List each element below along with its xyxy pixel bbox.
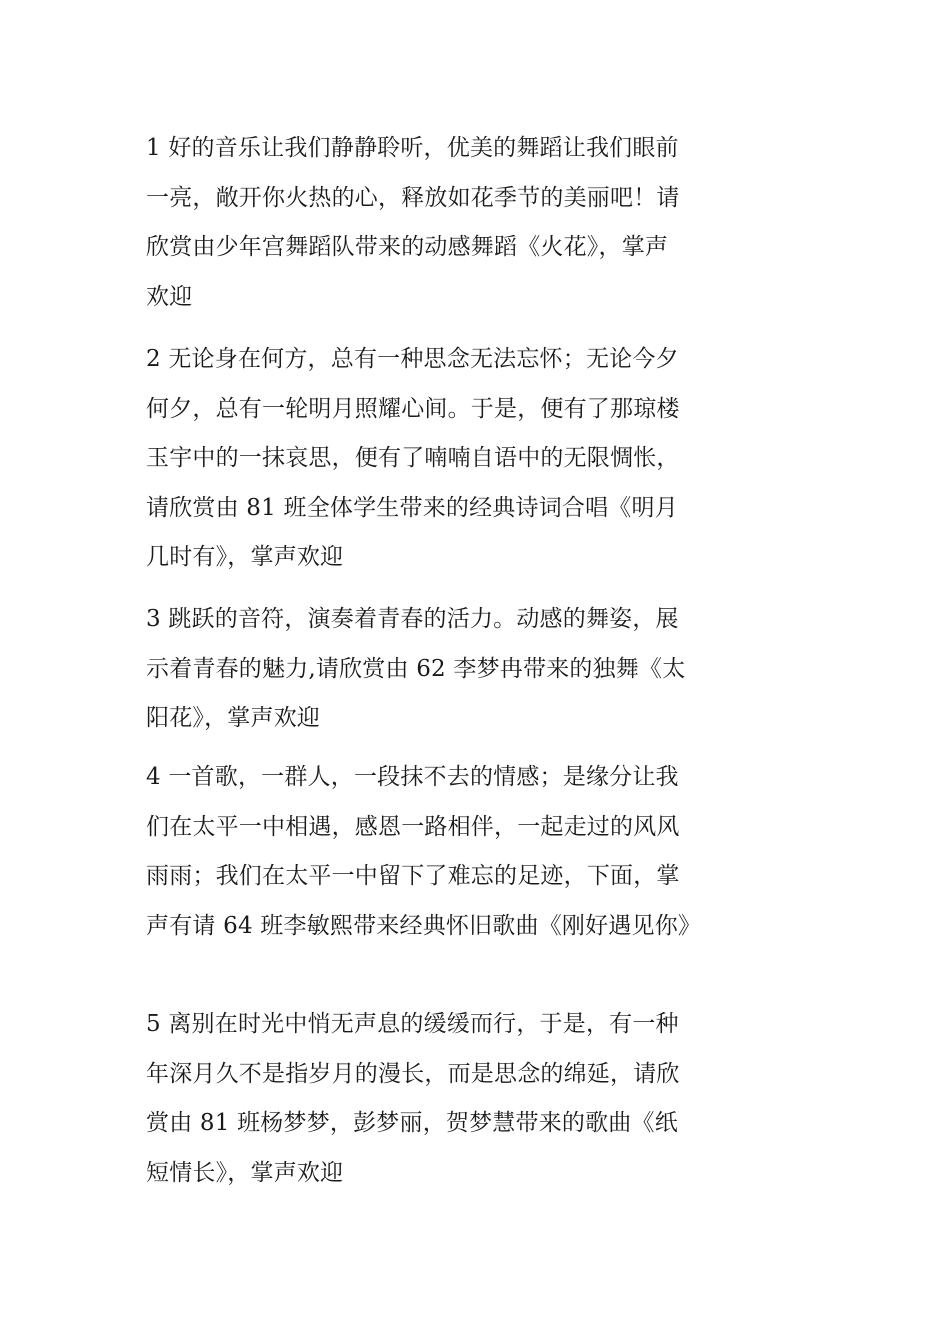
paragraph-line: 几时有》，掌声欢迎 bbox=[146, 544, 344, 570]
paragraph-4 bbox=[146, 753, 706, 951]
paragraph-1 bbox=[146, 124, 706, 322]
paragraph-line: 何夕，总有一轮明月照耀心间。于是，便有了那琼楼 bbox=[146, 395, 680, 422]
paragraph-line: 1 好的音乐让我们静静聆听，优美的舞蹈让我们眼前 bbox=[146, 135, 679, 161]
paragraph-line: 一亮，敞开你火热的心，释放如花季节的美丽吧！请 bbox=[146, 184, 680, 211]
paragraph-line: 欣赏由少年宫舞蹈队带来的动感舞蹈《火花》，掌声 bbox=[146, 234, 669, 260]
paragraph-line: 2 无论身在何方，总有一种思念无法忘怀；无论今夕 bbox=[146, 346, 679, 372]
paragraph-line: 短情长》，掌声欢迎 bbox=[146, 1159, 344, 1186]
paragraph-line: 雨雨；我们在太平一中留下了难忘的足迹，下面，掌 bbox=[146, 863, 680, 889]
paragraph-line: 示着青春的魅力,请欣赏由 62 李梦冉带来的独舞《太 bbox=[146, 655, 686, 682]
paragraph-line: 5 离别在时光中悄无声息的缓缓而行，于是，有一种 bbox=[146, 1011, 679, 1037]
paragraph-line: 阳花》，掌声欢迎 bbox=[146, 705, 321, 731]
paragraph-line: 声有请 64 班李敏熙带来经典怀旧歌曲《刚好遇见你》 bbox=[146, 912, 702, 939]
paragraph-line: 们在太平一中相遇，感恩一路相伴，一起走过的风风 bbox=[146, 813, 680, 840]
paragraph-3 bbox=[146, 595, 706, 744]
paragraph-line: 4 一首歌，一群人，一段抹不去的情感；是缘分让我 bbox=[146, 764, 679, 790]
paragraph-line: 年深月久不是指岁月的漫长，而是思念的绵延，请欣 bbox=[146, 1060, 680, 1087]
paragraph-line: 赏由 81 班杨梦梦，彭梦丽，贺梦慧带来的歌曲《纸 bbox=[146, 1110, 678, 1136]
paragraph-5 bbox=[146, 1000, 706, 1198]
paragraph-line: 玉宇中的一抹哀思，便有了喃喃自语中的无限惆怅， bbox=[146, 445, 680, 471]
paragraph-line: 请欣赏由 81 班全体学生带来的经典诗词合唱《明月 bbox=[146, 494, 678, 521]
paragraph-line: 3 跳跃的音符，演奏着青春的活力。动感的舞姿，展 bbox=[146, 606, 679, 632]
paragraph-2 bbox=[146, 335, 706, 583]
paragraph-line: 欢迎 bbox=[146, 283, 193, 310]
